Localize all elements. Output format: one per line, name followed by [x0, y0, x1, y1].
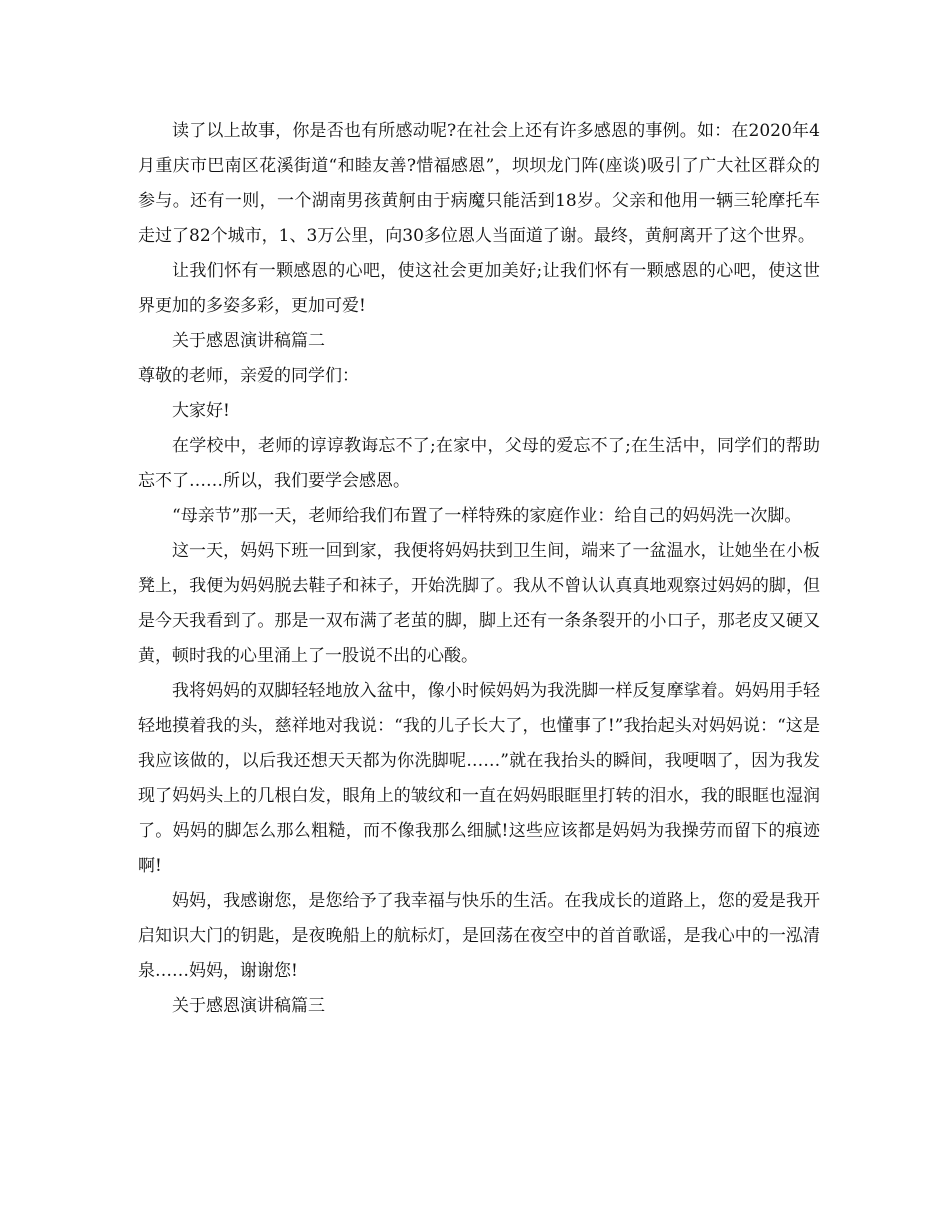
section-heading-2: 关于感恩演讲稿篇二 — [172, 331, 325, 351]
paragraph-washing-feet: 这一天，妈妈下班一回到家，我便将妈妈扶到卫生间，端来了一盆温水，让她坐在小板凳上，我便为妈妈脱去鞋子和袜子，开始洗脚了。我从不曾认认真真地观察过妈妈的脚，但是今天我看到了。那是一双布满了老茧的脚，脚上还有一条条裂开的小口子，那老皮又硬又黄，顿时我的心里涌上了一股说不出的心酸。 — [138, 541, 820, 666]
salutation: 尊敬的老师，亲爱的同学们： — [138, 366, 359, 386]
paragraph-thank-you: 妈妈，我感谢您，是您给予了我幸福与快乐的生活。在我成长的道路上，您的爱是我开启知识大门的钥匙，是夜晚船上的航标灯，是回荡在夜空中的首首歌谣，是我心中的一泓清泉……妈妈，谢谢您! — [138, 891, 820, 981]
paragraph-mother-touch: 我将妈妈的双脚轻轻地放入盆中，像小时候妈妈为我洗脚一样反复摩挲着。妈妈用手轻轻地摸着我的头，慈祥地对我说：“我的儿子长大了，也懂事了!”我抬起头对妈妈说：“这是我应该做的，以后我还想天天都为你洗脚呢……”就在我抬头的瞬间，我哽咽了，因为我发现了妈妈头上的几根白发，眼角上的皱纹和一直在妈妈眼眶里打转的泪水，我的眼眶也湿润了。妈妈的脚怎么那么粗糙，而不像我那么细腻!这些应该都是妈妈为我操劳而留下的痕迹啊! — [138, 681, 820, 876]
document-page — [138, 114, 820, 1024]
paragraph-stories: 读了以上故事，你是否也有所感动呢?在社会上还有许多感恩的事例。如：在2020年4月重庆市巴南区花溪街道“和睦友善?惜福感恩”，坝坝龙门阵(座谈)吸引了广大社区群众的参与。还有一则，一个湖南男孩黄舸由于病魔只能活到18岁。父亲和他用一辆三轮摩托车走过了82个城市，1、3万公里，向30多位恩人当面道了谢。最终，黄舸离开了这个世界。 — [138, 121, 820, 246]
paragraph-mothers-day: “母亲节”那一天，老师给我们布置了一样特殊的家庭作业：给自己的妈妈洗一次脚。 — [172, 506, 802, 526]
section-heading-3: 关于感恩演讲稿篇三 — [172, 996, 325, 1016]
greeting: 大家好! — [172, 401, 230, 421]
paragraph-school-home: 在学校中，老师的谆谆教诲忘不了;在家中，父母的爱忘不了;在生活中，同学们的帮助忘不了……所以，我们要学会感恩。 — [138, 436, 820, 491]
paragraph-grateful-heart: 让我们怀有一颗感恩的心吧，使这社会更加美好;让我们怀有一颗感恩的心吧，使这世界更加的多姿多彩，更加可爱! — [138, 261, 820, 316]
